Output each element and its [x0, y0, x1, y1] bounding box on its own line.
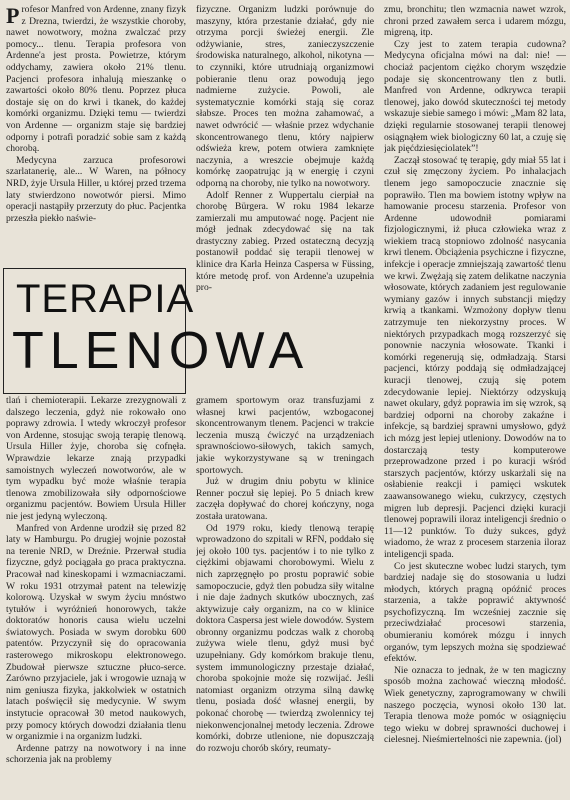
- paragraph: tlań i chemioterapii. Lekarze zrezygnowali z dalszego leczenia, gdyż nie rokowało ono poprawy zdrowia. I wtedy wkroczył profesor von Ardenne, stosując swoją terapię tlenową. Ursula Hiller żyje, choroba się cofnęła. Wprawdzie lekarze znają przypadki samoistnych wyleczeń nowotworów, ale w tym wypadku być może właśnie terapia tlenowa zmobilizowała siły odpornościowe organizmu pacjentów. Bowiem Ursula Hiller nie jest jedyną wyleczoną.: [6, 395, 186, 522]
- drop-cap: P: [6, 4, 20, 28]
- paragraph: Od 1979 roku, kiedy tlenową terapię wprowadzono do szpitali w RFN, poddało się jej około 100 tys. pacjentów i to nie tylko z ciężkimi objawami chorobowymi. Wielu z nich zaprzęgnęło po prostu poprawić sobie samopoczucie, gdyż tlen pobudza siły witalne i nie daje żadnych skutków ubocznych, zaś aktywizuje cały organizm, na co w klinice doktora Caspersa jest wiele dowodów. System obronny organizmu podczas walk z chorobą zużywa wiele tlenu, gdyż musi być uzupełniany. Gdy komórkom brakuje tlenu, system immunologiczny przestaje działać, choroba spokojnie może się rozwijać. Jeśli natomiast organizm otrzyma silną dawkę tlenu, posiada dość własnej energii, by pokonać chorobę — twierdzą zwolennicy tej niekonwencjonalnej metody leczenia. Zdrowe komórki, dobrze utlenione, nie dopuszczają do rozwoju chorób skóry, reumaty-: [196, 522, 374, 754]
- paragraph: gramem sportowym oraz transfuzjami z własnej krwi pacjentów, wzbogaconej skoncentrowanym tlenem. Pacjenci w trakcie leczenia muszą ćwiczyć na urządzeniach sprawnościowo-siłowych, takich samych, jakie wykorzystywane są w treningach sportowych.: [196, 395, 374, 476]
- headline-line-2: TLENOWA: [12, 322, 310, 380]
- headline-box: [3, 268, 310, 394]
- paragraph: Medycyna zarzuca profesorowi szarlatanerię, ale... W Waren, na północy NRD, żyje Ursula Hiller, u której przed trzema laty stwierdzono nowotwór piersi. Mimo operacji nastąpiły przerzuty do płuc. Pacjentka przeszła piekło naświe-: [6, 154, 186, 224]
- article-column-1: [6, 4, 186, 262]
- article-column-5: [196, 395, 374, 798]
- article-column-3: [384, 4, 566, 796]
- paragraph: fizyczne. Organizm ludzki porównuje do maszyny, która przestanie działać, gdy nie otrzyma porcji świeżej energii. Zle odżywianie, stres, zanieczyszczenie środowiska naturalnego, alkohol, nikotyna — to czynniki, które utrudniają organizmowi pobieranie tlenu oraz powodują jego nadmierne zużycie. Powoli, ale systematycznie komórki stają się coraz słabsze. Proces ten można zahamować, a nawet odwrócić — właśnie przez wdychanie skoncentrowanego tlenu, który najpierw odświeża krew, potem otwiera zamknięte naczynia, a wreszcie obejmuje każdą komórkę zaopatrując ją w energię i czyni odporną na choroby, nie tylko na nowotwory.: [196, 4, 374, 189]
- paragraph: Manfred von Ardenne urodził się przed 82 laty w Hamburgu. Po drugiej wojnie pozostał na terenie NRD, w Dreźnie. Przerwał studia fizyczne, gdyż pociągała go praca praktyczna. Pracował nad kineskopami i wzmacniaczami. W roku 1931 otrzymał patent na telewizję kolorową. Uzyskał w swym życiu mnóstwo tytułów i wyróżnień honorowych, także doktoratów honoris causa wielu uczelni światowych. Posiada w swym dorobku 600 patentów. Przyczynił się do opracowania rasterowego mikroskopu elektronowego. Zbudował pierwsze sztuczne płuco-serce. Zarówno przyjaciele, jak i wrogowie uznają w nim geniusza fizyka, jakkolwiek w ostatnich latach poświęcił się medycynie. W swym instytucie opracował 30 metod naukowych, przy pomocy których dowodzi działania tlenu w organizmie i na organizm ludzki.: [6, 522, 186, 743]
- paragraph: Adolf Renner z Wuppertalu cierpiał na chorobę Bürgera. W roku 1984 lekarze zamierzali mu amputować nogę. Pacjent nie mógł jednak zdecydować się na tak drastyczny zabieg. Przed ostateczną decyzją postanowił poddać się terapii tlenowej w klinice dra Karla Heinza Caspersa w Füssing, które metodę prof. von Ardenne'a uzupełnia pro-: [196, 189, 374, 294]
- paragraph: Profesor Manfred von Ardenne, znany fizyk z Drezna, twierdzi, że wszystkie choroby, nawet nowotwory, można zwalczać przy pomocy... tlenu. Terapia profesora von Ardenne'a jest prosta. Powietrze, którym oddychamy, zawiera około 21% tlenu. Pacjenci profesora inhalują mieszankę o zawartości około 80% tlenu. Poprzez płuca dostaje się on do krwi i tkanek, do każdej komórki organizmu. Dzięki temu — twierdzi von Ardenne — organizm staje się bardziej odporny i potrafi poradzić sobie sam z każdą chorobą.: [6, 4, 186, 155]
- paragraph: Czy jest to zatem terapia cudowna? Medycyna oficjalna mówi na dal: nie! — chociaż pacjentom ciężko chorym wszędzie podaje się skoncentrowany tlen z butli. Manfred von Ardenne, odkrywca terapii tlenowej, jako dowód skuteczności tej metody wskazuje siebie samego i mówi: „Mam 82 lata, dzięki regularnie stosowanej terapii tlenowej osiągnąłem wiek biologiczny 60 lat, a czuję się jak pięćdziesięciolatek”!: [384, 38, 566, 155]
- paragraph: Zaczął stosować tę terapię, gdy miał 55 lat i czuł się zmęczony życiem. Po inhalacjach tlenem jego samopoczucie znacznie się poprawiło. Tlen ma bowiem istotny wpływ na hamowanie procesu starzenia. Profesor von Ardenne udowodnił pomiarami fizjologicznymi, iż płuca człowieka wraz z wiekiem tracą stopniowo zdolność nasycania krwi tlenem. Obciążenia psychiczne i fizyczne, infekcje i operacje zmniejszają zawartość tlenu we krwi. Zwężają się zatem delikatne naczynia włosowate, których zadaniem jest regulowanie wymiany gazów i innych substancji między krwią a tkankami. Wzmożony dopływ tlenu zatrzymuje ten niekorzystny proces. W niektórych przypadkach mogą rozszerzyć się ponownie naczynia włosowate. Tkanki i komórki regenerują się, odmładzają. Starsi pacjenci, którzy poddają się odmładzającej kuracji tlenowej, czują się potem zdecydowanie lepiej. Niektórzy odzyskują nawet okulary, gdyż poprawia im się wzrok, są bardziej odporni na choroby zakaźne i infekcje, są bardziej sprawni umysłowo, gdyż ich mózg jest lepiej utleniony. Dowodów na to dostarczają testy komputerowe przeprowadzone przed i po kuracji wśród starszych pacjentów, którzy uskarżali się na osłabienie reakcji i pamięci wskutek zaawansowanego wieku, cukrzycy, częstych migren lub depresji. Pacjenci dzięki kuracji tlenowej poprawili iloraz inteligencji średnio o 11—12 punktów. To duży sukces, gdyż wiadomo, że wraz z procesem starzenia iloraz inteligencji spada.: [384, 154, 566, 560]
- article-column-2: [196, 4, 374, 366]
- paragraph: Ardenne patrzy na nowotwory i na inne schorzenia jak na problemy: [6, 742, 186, 766]
- headline-line-1: TERAPIA: [16, 277, 195, 321]
- paragraph: Co jest skuteczne wobec ludzi starych, tym bardziej nadaje się do stosowania u ludzi młodych, których pragną opóźnić proces starzenia, a także poprawić aktywność psychofizyczną. Im wcześniej zacznie się przeciwdziałać procesowi starzenia, obumieraniu komórek mózgu i innych organów, tym lepszych można się spodziewać efektów.: [384, 560, 566, 665]
- paragraph: zmu, bronchitu; tlen wzmacnia nawet wzrok, chroni przed zawałem serca i udarem mózgu, migreną, itp.: [384, 4, 566, 39]
- article-column-4: [6, 395, 186, 798]
- paragraph: Nie oznacza to jednak, że w ten magiczny sposób można zachować wieczną młodość. Wiek genetyczny, zaprogramowany w chwili naszego poczęcia, wynosi około 130 lat. Terapia tlenowa może pomóc w osiągnięciu tego wieku w dobrej sprawności duchowej i cielesnej. Nieśmiertelności nie zapewnia. (jol): [384, 664, 566, 746]
- paragraph: Już w drugim dniu pobytu w klinice Renner poczuł się lepiej. Po 5 dniach krew zaczęła dopływać do chorej kończyny, noga została uratowana.: [196, 476, 374, 522]
